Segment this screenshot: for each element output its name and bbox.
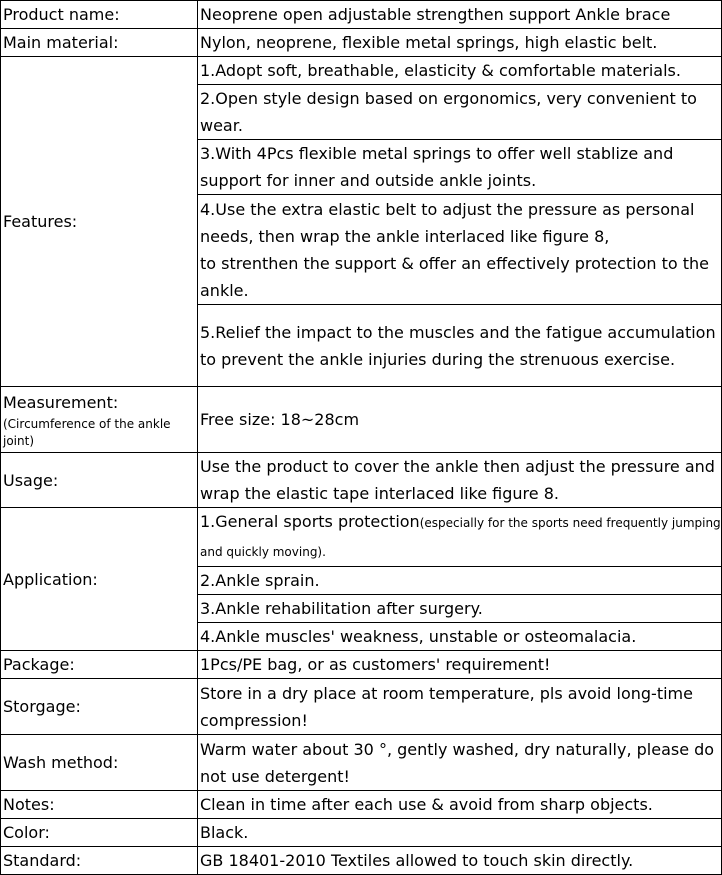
- feature-item-4-line-b: to strenthen the support & offer an effectively protection to the ankle.: [200, 253, 709, 300]
- value-package: 1Pcs/PE bag, or as customers' requirement!: [198, 651, 722, 679]
- feature-item: 3.With 4Pcs flexible metal springs to offer well stablize and support for inner and outside ankle joints.: [198, 140, 722, 195]
- application-item-1-main: 1.General sports protection: [200, 512, 420, 531]
- row-standard: [1, 847, 722, 875]
- label-package: Package:: [1, 651, 198, 679]
- row-features-1: [1, 57, 722, 85]
- row-notes: [1, 791, 722, 819]
- row-product-name: [1, 1, 722, 29]
- row-color: [1, 819, 722, 847]
- value-standard: GB 18401-2010 Textiles allowed to touch skin directly.: [198, 847, 722, 875]
- application-item: 4.Ankle muscles' weakness, unstable or osteomalacia.: [198, 623, 722, 651]
- feature-item-4: [198, 195, 722, 305]
- label-usage: Usage:: [1, 453, 198, 508]
- label-standard: Standard:: [1, 847, 198, 875]
- label-application: Application:: [1, 508, 198, 651]
- feature-item: 2.Open style design based on ergonomics, very convenient to wear.: [198, 85, 722, 140]
- label-wash-method: Wash method:: [1, 735, 198, 791]
- row-main-material: [1, 29, 722, 57]
- label-measurement: Measurement:: [3, 393, 119, 412]
- row-usage: [1, 453, 722, 508]
- value-wash-method: Warm water about 30 °, gently washed, dry naturally, please do not use detergent!: [198, 735, 722, 791]
- value-product-name: Neoprene open adjustable strengthen support Ankle brace: [198, 1, 722, 29]
- measurement-note: (Circumference of the ankle joint): [3, 417, 171, 448]
- application-item: 2.Ankle sprain.: [198, 567, 722, 595]
- label-features: Features:: [1, 57, 198, 387]
- label-color: Color:: [1, 819, 198, 847]
- row-application-1: [1, 508, 722, 567]
- label-measurement-cell: [1, 387, 198, 453]
- row-storage: [1, 679, 722, 735]
- row-package: [1, 651, 722, 679]
- application-item-1-note: (especially for the sports need frequently jumping and quickly moving).: [200, 516, 721, 559]
- value-storage: Store in a dry place at room temperature, pls avoid long-time compression!: [198, 679, 722, 735]
- feature-item-4-line-a: 4.Use the extra elastic belt to adjust the pressure as personal needs, then wrap the ankle interlaced like figure 8,: [200, 199, 695, 246]
- row-measurement: [1, 387, 722, 453]
- row-wash-method: [1, 735, 722, 791]
- feature-item: 5.Relief the impact to the muscles and the fatigue accumulation to prevent the ankle injuries during the strenuous exercise.: [198, 305, 722, 387]
- label-storage: Storgage:: [1, 679, 198, 735]
- feature-item: 1.Adopt soft, breathable, elasticity & comfortable materials.: [198, 57, 722, 85]
- application-item: 3.Ankle rehabilitation after surgery.: [198, 595, 722, 623]
- label-notes: Notes:: [1, 791, 198, 819]
- value-notes: Clean in time after each use & avoid from sharp objects.: [198, 791, 722, 819]
- value-usage: Use the product to cover the ankle then adjust the pressure and wrap the elastic tape interlaced like figure 8.: [198, 453, 722, 508]
- label-product-name: Product name:: [1, 1, 198, 29]
- label-main-material: Main material:: [1, 29, 198, 57]
- value-color: Black.: [198, 819, 722, 847]
- value-measurement: Free size: 18~28cm: [198, 387, 722, 453]
- application-item-1: [198, 508, 722, 567]
- value-main-material: Nylon, neoprene, flexible metal springs, high elastic belt.: [198, 29, 722, 57]
